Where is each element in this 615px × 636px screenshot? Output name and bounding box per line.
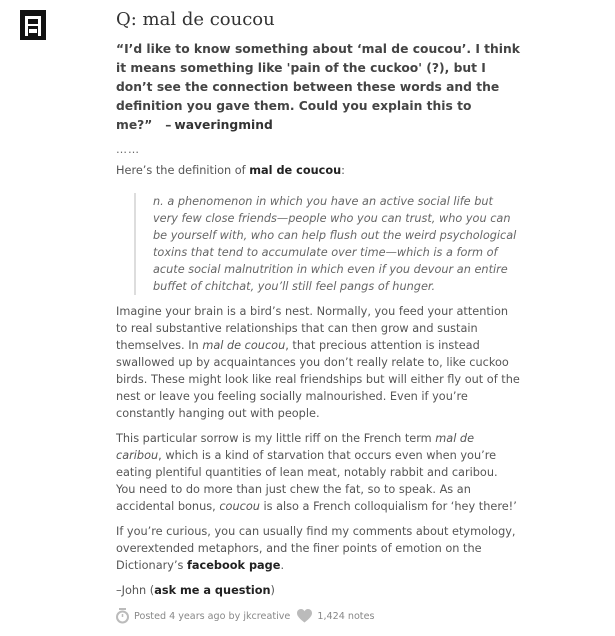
signature-post: ) xyxy=(270,584,275,597)
clock-icon xyxy=(116,608,129,624)
para2-term-caribou: mal de caribou xyxy=(116,432,475,462)
para2-text-c: is also a French colloquialism for ‘hey there!’ xyxy=(259,500,517,513)
author-link[interactable]: jkcreative xyxy=(243,610,291,622)
post xyxy=(116,8,520,625)
signature xyxy=(116,582,520,599)
intro-colon: : xyxy=(341,164,345,177)
answer-intro xyxy=(116,162,520,179)
blog-logo[interactable] xyxy=(20,10,46,40)
definition-text: n. a phenomenon in which you have an active social life but very few close friends—people who you can trust, who you can be yourself with, who can help flush out the weird psychological toxins that tend to accumulate over time—which is a form of acute social malnutrition in which even if you devour an entire buffet of chitchat, you’ll still feel pangs of hunger. xyxy=(153,195,517,293)
paragraph-brain-nest xyxy=(116,303,520,422)
paragraph-facebook xyxy=(116,523,520,574)
question-dash: – xyxy=(165,118,172,132)
separator: …… xyxy=(116,143,140,156)
definition-quote xyxy=(134,193,520,295)
para1-text-b: , that precious attention is instead swallowed up by acquaintances you don’t really relate to, like cuckoo birds. These might look like real friendships but will either fly out of the nest or leave you feeling socially malnourished. Even if you’re constantly hanging out with people. xyxy=(116,339,520,420)
para2-text-b: , which is a kind of starvation that occurs even when you’re eating plentiful quantities of lean meat, notably rabbit and caribou. You need to do more than just chew the fat, so to speak. As an accidental bonus, xyxy=(116,449,498,513)
post-title: Q: mal de coucou xyxy=(116,9,275,30)
para2-term-coucou: coucou xyxy=(219,500,260,513)
intro-text: Here’s the definition of xyxy=(116,164,250,177)
para2-text-a: This particular sorrow is my little riff on the French term xyxy=(116,432,436,445)
post-timestamp-link[interactable]: 4 years ago xyxy=(169,610,226,622)
facebook-page-link[interactable]: facebook page xyxy=(187,559,281,572)
by-label: by xyxy=(228,610,241,622)
post-footer xyxy=(116,607,520,625)
signature-pre: –John ( xyxy=(116,584,155,597)
question-text xyxy=(116,40,520,135)
para3-text-a: If you’re curious, you can usually find my comments about etymology, overextended metaphors, and the finer points of emotion on the Dictionary’s xyxy=(116,525,516,572)
para1-term: mal de coucou xyxy=(202,339,286,352)
tumblr-logo-icon xyxy=(20,10,46,40)
asker-link[interactable]: waveringmind xyxy=(174,118,273,132)
para3-text-b: . xyxy=(280,559,285,572)
heart-icon[interactable] xyxy=(297,609,312,623)
ask-question-link[interactable]: ask me a question xyxy=(154,584,271,597)
intro-term: mal de coucou xyxy=(249,164,342,177)
question-body: “I’d like to know something about ‘mal de coucou’. I think it means something like 'pain of the cuckoo' (?), but I don’t see the connection between these words and the definition you gave them. Could you explain this to me?” xyxy=(116,42,520,132)
posted-label: Posted xyxy=(134,610,167,622)
notes-count-link[interactable]: 1,424 notes xyxy=(317,610,375,622)
answer-body xyxy=(116,162,520,599)
para1-text-a: Imagine your brain is a bird’s nest. Normally, you feed your attention to real substantive relationships that can then grow and sustain themselves. In xyxy=(116,305,509,352)
paragraph-french-term xyxy=(116,430,520,515)
